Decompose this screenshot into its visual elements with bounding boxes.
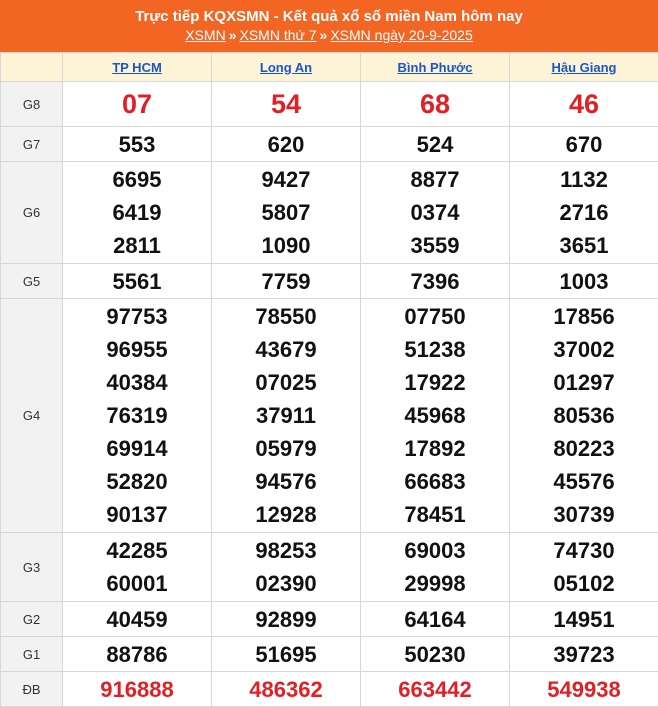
prize-cell xyxy=(63,82,212,127)
prize-cell xyxy=(361,637,510,672)
prize-row-g1 xyxy=(1,637,658,672)
prize-number: 37002 xyxy=(510,333,658,366)
prize-number: 02390 xyxy=(212,567,360,600)
breadcrumb-link-xsmn-date[interactable]: XSMN ngày 20-9-2025 xyxy=(330,27,472,43)
province-header xyxy=(63,53,212,82)
prize-cell xyxy=(63,127,212,162)
breadcrumb-separator: » xyxy=(229,27,237,43)
prize-cell xyxy=(212,299,361,533)
prize-label: G2 xyxy=(1,602,63,637)
prize-number: 90137 xyxy=(63,498,211,531)
prize-number: 30739 xyxy=(510,498,658,531)
prize-cell xyxy=(361,82,510,127)
prize-number: 670 xyxy=(510,128,658,161)
prize-number: 66683 xyxy=(361,465,509,498)
prize-label: G1 xyxy=(1,637,63,672)
prize-number: 620 xyxy=(212,128,360,161)
prize-number: 0374 xyxy=(361,196,509,229)
prize-number: 40459 xyxy=(63,603,211,636)
prize-label: G4 xyxy=(1,299,63,533)
prize-number: 92899 xyxy=(212,603,360,636)
province-header xyxy=(510,53,658,82)
prize-number: 486362 xyxy=(212,673,360,706)
prize-number: 17922 xyxy=(361,366,509,399)
prize-number: 1003 xyxy=(510,265,658,298)
header-corner xyxy=(1,53,63,82)
prize-row-db xyxy=(1,672,658,707)
prize-number: 8877 xyxy=(361,163,509,196)
prize-number: 07750 xyxy=(361,300,509,333)
page-header xyxy=(0,0,658,52)
prize-label: G7 xyxy=(1,127,63,162)
prize-cell xyxy=(63,162,212,264)
prize-number: 663442 xyxy=(361,673,509,706)
prize-number: 9427 xyxy=(212,163,360,196)
prize-number: 50230 xyxy=(361,638,509,671)
prize-number: 524 xyxy=(361,128,509,161)
prize-number: 1090 xyxy=(212,229,360,262)
prize-number: 69914 xyxy=(63,432,211,465)
province-header xyxy=(212,53,361,82)
prize-label: ĐB xyxy=(1,672,63,707)
province-header xyxy=(361,53,510,82)
prize-number: 40384 xyxy=(63,366,211,399)
prize-number: 549938 xyxy=(510,673,658,706)
prize-number: 7759 xyxy=(212,265,360,298)
prize-rows xyxy=(1,82,658,707)
prize-row-g7 xyxy=(1,127,658,162)
prize-cell xyxy=(212,127,361,162)
province-header-row xyxy=(1,53,658,82)
prize-cell xyxy=(63,299,212,533)
breadcrumb-link-xsmn-weekday[interactable]: XSMN thứ 7 xyxy=(239,27,316,43)
prize-number: 52820 xyxy=(63,465,211,498)
prize-number: 78451 xyxy=(361,498,509,531)
prize-number: 05979 xyxy=(212,432,360,465)
prize-cell xyxy=(510,162,658,264)
prize-number: 3559 xyxy=(361,229,509,262)
prize-cell xyxy=(510,637,658,672)
prize-cell xyxy=(361,264,510,299)
prize-number: 43679 xyxy=(212,333,360,366)
prize-number: 05102 xyxy=(510,567,658,600)
prize-cell xyxy=(212,672,361,707)
province-link-binh-phuoc[interactable]: Bình Phước xyxy=(398,60,473,75)
prize-number: 7396 xyxy=(361,265,509,298)
results-table xyxy=(0,52,658,707)
prize-number: 5561 xyxy=(63,265,211,298)
prize-cell xyxy=(361,533,510,602)
prize-number: 80536 xyxy=(510,399,658,432)
prize-cell xyxy=(510,127,658,162)
prize-cell xyxy=(361,299,510,533)
prize-row-g6 xyxy=(1,162,658,264)
prize-number: 68 xyxy=(361,84,509,124)
prize-number: 3651 xyxy=(510,229,658,262)
prize-cell xyxy=(361,602,510,637)
prize-number: 94576 xyxy=(212,465,360,498)
prize-number: 01297 xyxy=(510,366,658,399)
prize-number: 74730 xyxy=(510,534,658,567)
prize-number: 51695 xyxy=(212,638,360,671)
prize-number: 6419 xyxy=(63,196,211,229)
prize-number: 5807 xyxy=(212,196,360,229)
prize-number: 2716 xyxy=(510,196,658,229)
prize-row-g5 xyxy=(1,264,658,299)
prize-cell xyxy=(63,602,212,637)
prize-label: G8 xyxy=(1,82,63,127)
prize-number: 17892 xyxy=(361,432,509,465)
prize-number: 1132 xyxy=(510,163,658,196)
prize-cell xyxy=(510,299,658,533)
page-title: Trực tiếp KQXSMN - Kết quả xổ số miền Nam hôm nay xyxy=(0,7,658,26)
province-link-tp-hcm[interactable]: TP HCM xyxy=(112,60,162,75)
prize-number: 60001 xyxy=(63,567,211,600)
prize-cell xyxy=(510,264,658,299)
prize-number: 80223 xyxy=(510,432,658,465)
prize-row-g8 xyxy=(1,82,658,127)
province-link-hau-giang[interactable]: Hậu Giang xyxy=(551,60,616,75)
prize-number: 97753 xyxy=(63,300,211,333)
prize-cell xyxy=(63,533,212,602)
prize-cell xyxy=(510,602,658,637)
prize-number: 76319 xyxy=(63,399,211,432)
prize-number: 64164 xyxy=(361,603,509,636)
prize-number: 98253 xyxy=(212,534,360,567)
prize-cell xyxy=(212,162,361,264)
prize-row-g2 xyxy=(1,602,658,637)
prize-number: 88786 xyxy=(63,638,211,671)
prize-number: 29998 xyxy=(361,567,509,600)
prize-number: 51238 xyxy=(361,333,509,366)
prize-number: 54 xyxy=(212,84,360,124)
prize-cell xyxy=(510,672,658,707)
prize-cell xyxy=(212,264,361,299)
prize-cell xyxy=(63,637,212,672)
prize-number: 6695 xyxy=(63,163,211,196)
prize-number: 96955 xyxy=(63,333,211,366)
prize-number: 78550 xyxy=(212,300,360,333)
prize-number: 37911 xyxy=(212,399,360,432)
prize-number: 46 xyxy=(510,84,658,124)
prize-label: G5 xyxy=(1,264,63,299)
prize-number: 916888 xyxy=(63,673,211,706)
prize-number: 14951 xyxy=(510,603,658,636)
prize-number: 45968 xyxy=(361,399,509,432)
prize-number: 17856 xyxy=(510,300,658,333)
prize-cell xyxy=(63,672,212,707)
prize-number: 45576 xyxy=(510,465,658,498)
prize-cell xyxy=(510,533,658,602)
prize-number: 42285 xyxy=(63,534,211,567)
prize-row-g3 xyxy=(1,533,658,602)
prize-label: G6 xyxy=(1,162,63,264)
breadcrumb-link-xsmn[interactable]: XSMN xyxy=(185,27,225,43)
prize-number: 69003 xyxy=(361,534,509,567)
prize-cell xyxy=(212,82,361,127)
prize-number: 12928 xyxy=(212,498,360,531)
prize-number: 07025 xyxy=(212,366,360,399)
prize-number: 39723 xyxy=(510,638,658,671)
prize-cell xyxy=(212,637,361,672)
prize-cell xyxy=(510,82,658,127)
prize-number: 07 xyxy=(63,84,211,124)
prize-cell xyxy=(212,533,361,602)
prize-cell xyxy=(361,127,510,162)
prize-number: 553 xyxy=(63,128,211,161)
breadcrumb-separator: » xyxy=(320,27,328,43)
prize-number: 2811 xyxy=(63,229,211,262)
breadcrumb xyxy=(0,26,658,45)
prize-cell xyxy=(361,672,510,707)
prize-row-g4 xyxy=(1,299,658,533)
prize-cell xyxy=(361,162,510,264)
prize-cell xyxy=(212,602,361,637)
province-link-long-an[interactable]: Long An xyxy=(260,60,312,75)
prize-label: G3 xyxy=(1,533,63,602)
prize-cell xyxy=(63,264,212,299)
